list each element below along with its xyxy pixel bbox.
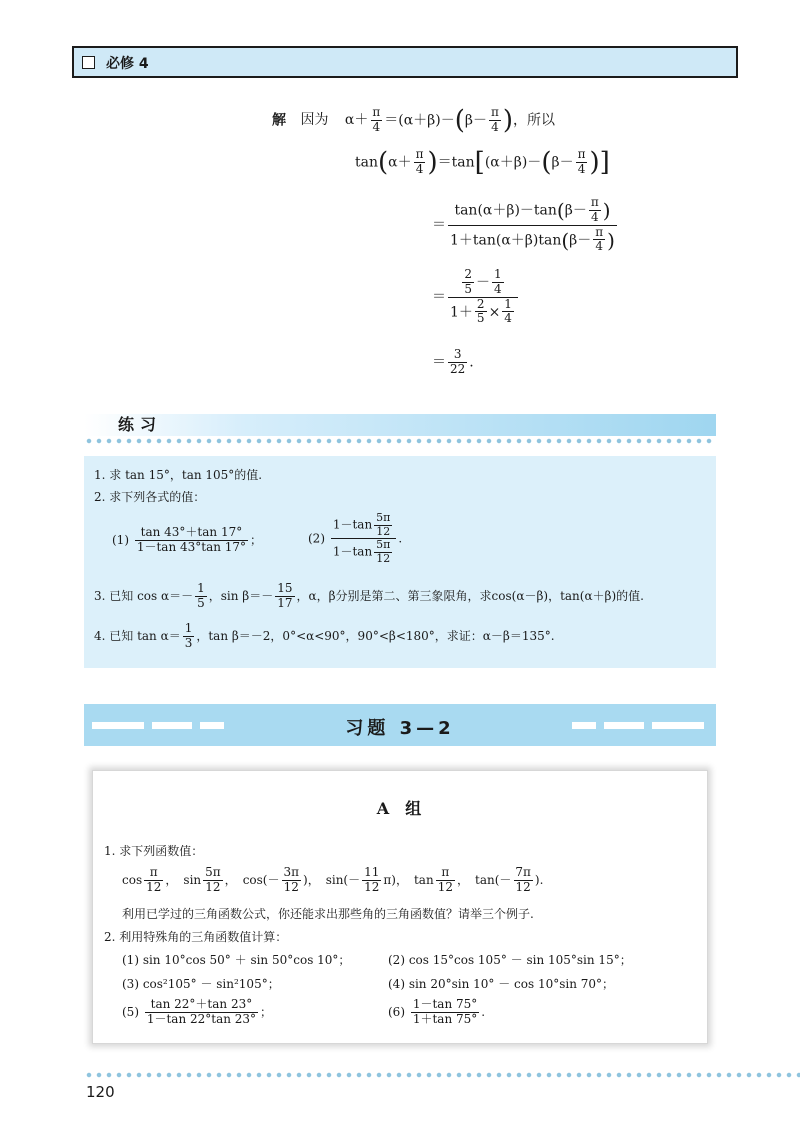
exercise-question-1-items <box>122 866 549 895</box>
denominator: 12 <box>283 879 299 894</box>
text: ，α，β分别是第二、第三象限角，求cos(α－β)，tan(α＋β)的值. <box>296 588 644 603</box>
fraction <box>374 512 392 538</box>
text: ＝ <box>432 289 446 306</box>
numerator: π <box>577 147 586 161</box>
text: ，sin β＝－ <box>208 588 274 603</box>
text: ＝ <box>432 217 446 234</box>
denominator: 5 <box>464 281 472 296</box>
denominator: 12 <box>376 524 391 538</box>
denominator: 4 <box>493 281 502 296</box>
bottom-dotted-divider <box>84 1071 800 1079</box>
exercise-question-1-note: 利用已学过的三角函数公式，你还能求出那些角的三角函数值？请举三个例子. <box>122 907 534 921</box>
fraction <box>448 196 617 254</box>
fraction <box>448 348 467 377</box>
exercise-question-2-3: (3) cos²105° － sin²105°； <box>122 977 280 991</box>
fraction <box>462 268 474 297</box>
practice-question-2-2 <box>308 512 402 566</box>
fraction <box>414 148 426 177</box>
numerator: 5π <box>205 865 221 879</box>
text: tan(α＋β)－tan <box>454 202 557 219</box>
numerator: 1 <box>184 621 193 635</box>
numerator: π <box>441 865 450 879</box>
text: . <box>398 531 403 546</box>
text: ， <box>224 872 237 887</box>
text: α＋ <box>388 154 412 171</box>
solution-label: 解 <box>272 112 286 129</box>
numerator: tan 22°＋tan 23° <box>150 997 253 1011</box>
exercise-question-2-5 <box>122 998 272 1027</box>
text: sin <box>183 872 202 887</box>
text: － <box>475 274 490 291</box>
chapter-header-title: 必修 4 <box>106 56 149 72</box>
fraction <box>145 998 258 1027</box>
numerator: 3 <box>453 347 462 361</box>
exercise-question-2-4: (4) sin 20°sin 10° － cos 10°sin 70°； <box>388 977 615 991</box>
fraction <box>448 268 518 326</box>
denominator: 12 <box>146 879 162 894</box>
text: 3. 已知 cos α＝－ <box>94 588 194 603</box>
text: × <box>488 303 501 320</box>
denominator: 1＋tan(α＋β)tan(β－ $\frac{\pi}{4}$ ) <box>450 224 615 254</box>
fraction <box>436 866 455 895</box>
numerator: 1 <box>504 296 512 311</box>
denominator: 1－tan 43°tan 17° <box>136 539 247 554</box>
denominator: 22 <box>450 361 466 376</box>
text: tan(－ <box>475 872 512 887</box>
denominator: 12 <box>437 879 453 894</box>
numerator: tan(α＋β)－tan(β－ $\frac{\pi}{4}$ ) <box>454 195 611 224</box>
solution-line-1: 解 因为 α＋ $\frac{\pi}{4}$ ＝(α＋β)－(β－ $\frac{\pi}{4}$ )，所以 <box>272 105 556 136</box>
fraction <box>492 268 504 297</box>
text: )， <box>303 872 320 887</box>
fraction <box>593 226 605 255</box>
fraction <box>203 866 223 895</box>
text: 4. 已知 tan α＝ <box>94 628 181 643</box>
denominator: 4 <box>504 311 512 326</box>
text: tan <box>413 872 434 887</box>
numerator: 7π <box>515 865 531 879</box>
text: β－ <box>564 202 587 219</box>
practice-question-2: 2. 求下列各式的值： <box>94 490 206 504</box>
denominator: 12 <box>205 879 221 894</box>
fraction <box>576 148 588 177</box>
text: ； <box>260 1004 273 1019</box>
fraction <box>135 526 248 555</box>
text: (5) <box>122 1004 139 1019</box>
numerator: 2 <box>476 296 485 311</box>
denominator: 4 <box>372 119 381 134</box>
numerator: 15 <box>277 581 293 595</box>
denominator: 5 <box>476 311 485 326</box>
numerator: π <box>415 147 424 161</box>
numerator: π <box>595 224 604 239</box>
text: 1－tan <box>332 544 373 559</box>
function-value-item <box>122 865 178 894</box>
text: 1＋ <box>450 303 473 320</box>
text: β－ <box>464 112 487 129</box>
denominator <box>331 538 397 565</box>
text: (6) <box>388 1004 405 1019</box>
practice-box <box>84 456 716 668</box>
exercise-question-2-6 <box>388 998 485 1027</box>
denominator: 12 <box>515 879 531 894</box>
text: ). <box>534 872 544 887</box>
numerator <box>331 512 397 538</box>
practice-question-4 <box>94 622 555 651</box>
text: ， <box>456 872 469 887</box>
text: ； <box>250 532 263 547</box>
text: (2) <box>308 531 325 546</box>
text: ，所以 <box>513 112 556 129</box>
text: cos <box>122 872 143 887</box>
text: 1＋tan(α＋β)tan <box>450 231 562 248</box>
fraction <box>331 512 397 566</box>
practice-header-bar <box>84 414 716 436</box>
text: 因为 <box>300 112 329 129</box>
text: (α＋β)－ <box>484 154 542 171</box>
numerator: 2 <box>464 267 472 281</box>
solution-line-3 <box>432 196 619 254</box>
text: ＝ <box>432 354 446 371</box>
function-value-item <box>413 865 469 894</box>
fraction <box>589 196 601 225</box>
numerator <box>458 268 507 297</box>
text: ， <box>165 872 178 887</box>
numerator: 1－tan 75° <box>412 997 478 1011</box>
practice-question-3 <box>94 582 644 611</box>
practice-title: 练习 <box>118 415 163 434</box>
denominator: 4 <box>590 209 599 224</box>
denominator: 1＋tan 75° <box>412 1011 478 1026</box>
fraction <box>281 866 301 895</box>
text: . <box>469 354 474 371</box>
fraction <box>370 106 382 135</box>
practice-question-1: 1. 求 tan 15°，tan 105°的值. <box>94 468 263 482</box>
numerator: 11 <box>364 865 380 879</box>
denominator: 1－tan 22°tan 23° <box>146 1011 257 1026</box>
exercise-question-2-2: (2) cos 15°cos 105° － sin 105°sin 15°； <box>388 953 632 967</box>
text: ，tan β＝－2，0°<α<90°，90°<β<180°，求证：α－β＝135°. <box>196 628 555 643</box>
text: . <box>481 1004 486 1019</box>
text: (1) <box>112 532 129 547</box>
fraction <box>183 622 195 651</box>
denominator: 4 <box>577 161 586 176</box>
solution-line-5 <box>432 348 474 377</box>
text: 1－tan <box>332 517 373 532</box>
numerator: π <box>149 865 158 879</box>
solution-line-2: tan(α＋ $\frac{\pi}{4}$ )＝tan[(α＋β)－(β－ $\frac{\pi}{4}$ )] <box>355 147 610 178</box>
fraction <box>374 539 392 565</box>
text: ＝tan <box>437 154 475 171</box>
text: β－ <box>569 231 592 248</box>
numerator: π <box>491 105 499 119</box>
page-number: 120 <box>86 1083 115 1101</box>
fraction <box>513 866 533 895</box>
text: sin(－ <box>325 872 361 887</box>
fraction <box>275 582 294 611</box>
text: β－ <box>551 154 574 171</box>
denominator: 12 <box>376 551 391 565</box>
group-a-heading: A 组 <box>376 799 422 818</box>
header-square-icon <box>82 56 95 69</box>
numerator: 1 <box>197 581 205 595</box>
numerator: 3π <box>283 865 300 879</box>
numerator: π <box>372 105 381 119</box>
exercise-question-2: 2. 利用特殊角的三角函数值计算： <box>104 930 288 944</box>
text: tan <box>355 154 378 171</box>
dotted-divider <box>84 437 716 445</box>
denominator: 3 <box>184 635 193 650</box>
solution-line-4 <box>432 268 520 326</box>
fraction <box>502 298 514 327</box>
chapter-header-bar <box>72 46 738 78</box>
denominator: 17 <box>277 595 293 610</box>
exercise-title: 习题 3—2 <box>345 718 455 739</box>
exercise-question-1: 1. 求下列函数值： <box>104 844 204 858</box>
text: ＝(α＋β)－ <box>384 112 455 129</box>
exercise-question-2-1: (1) sin 10°cos 50° ＋ sin 50°cos 10°； <box>122 953 351 967</box>
fraction <box>411 998 479 1027</box>
text: α＋ <box>344 112 369 129</box>
denominator: 4 <box>595 239 604 254</box>
fraction <box>195 582 207 611</box>
practice-question-2-1 <box>112 526 262 555</box>
fraction <box>362 866 381 895</box>
text: cos(－ <box>242 872 280 887</box>
numerator: 5π <box>376 511 391 524</box>
function-value-item <box>325 865 408 894</box>
text: π)， <box>383 872 408 887</box>
denominator: 5 <box>197 595 205 610</box>
numerator: tan 43°＋tan 17° <box>140 525 243 539</box>
fraction <box>144 866 163 895</box>
numerator: π <box>590 195 599 209</box>
denominator: 12 <box>364 879 380 894</box>
fraction <box>489 106 501 135</box>
denominator <box>448 297 518 327</box>
numerator: 5π <box>376 538 391 552</box>
denominator: 4 <box>415 161 424 176</box>
numerator: 1 <box>493 267 502 281</box>
denominator: 4 <box>491 119 499 134</box>
fraction <box>475 298 487 327</box>
